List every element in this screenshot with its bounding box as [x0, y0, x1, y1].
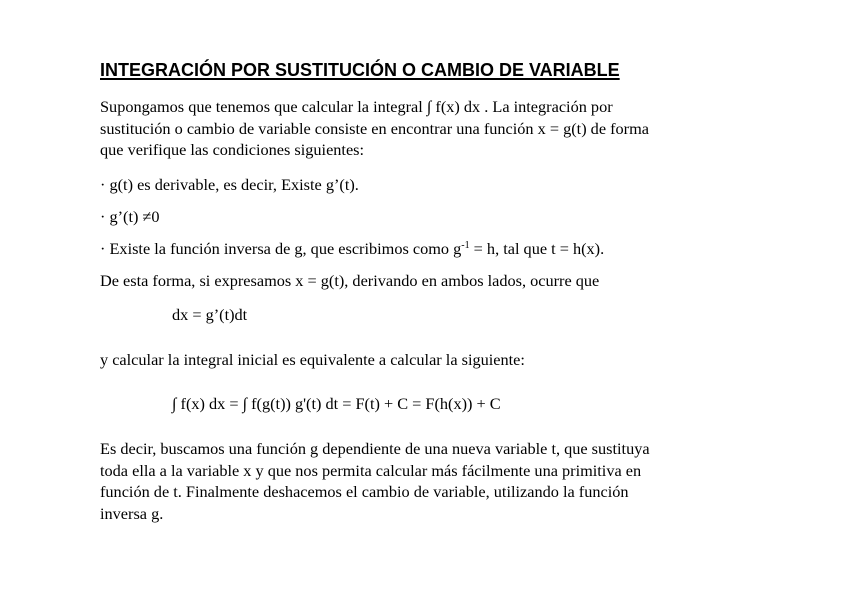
conclusion-line-3: función de t. Finalmente deshacemos el cambio de variable, utilizando la función [100, 482, 629, 501]
intro-line-2: sustitución o cambio de variable consiste en encontrar una función x = g(t) de forma [100, 118, 649, 138]
derivation-sentence: De esta forma, si expresamos x = g(t), derivando en ambos lados, ocurre que [100, 271, 600, 290]
condition-nonzero-derivative: · g’(t) ≠0 [100, 207, 160, 226]
conclusion-line-2: toda ella a la variable x y que nos permita calcular más fácilmente una primitiva en [100, 460, 642, 480]
conclusion-line-1: Es decir, buscamos una función g dependiente de una nueva variable t, que sustituya [100, 439, 650, 458]
conclusion-paragraph [100, 438, 650, 524]
integral-formula: ∫ f(x) dx = ∫ f(g(t)) g'(t) dt = F(t) + C = F(h(x)) + C [172, 394, 501, 413]
conclusion-line-4: inversa g. [100, 503, 164, 523]
condition-inverse-text-end: = h, tal que t = h(x). [469, 239, 605, 258]
intro-paragraph [100, 96, 649, 161]
condition-inverse [100, 238, 604, 260]
condition-derivable: · g(t) es derivable, es decir, Existe g’(t). [100, 175, 359, 194]
intro-line-3: que verifique las condiciones siguientes: [100, 140, 365, 159]
intro-line-1: Supongamos que tenemos que calcular la integral ∫ f(x) dx . La integración por [100, 97, 613, 116]
inverse-exponent: -1 [461, 240, 470, 251]
integral-intro: y calcular la integral inicial es equivalente a calcular la siguiente: [100, 350, 525, 369]
dx-formula: dx = g’(t)dt [172, 305, 248, 324]
document-title: INTEGRACIÓN POR SUSTITUCIÓN O CAMBIO DE VARIABLE [100, 60, 620, 80]
condition-inverse-text: · Existe la función inversa de g, que escribimos como g [100, 239, 462, 258]
